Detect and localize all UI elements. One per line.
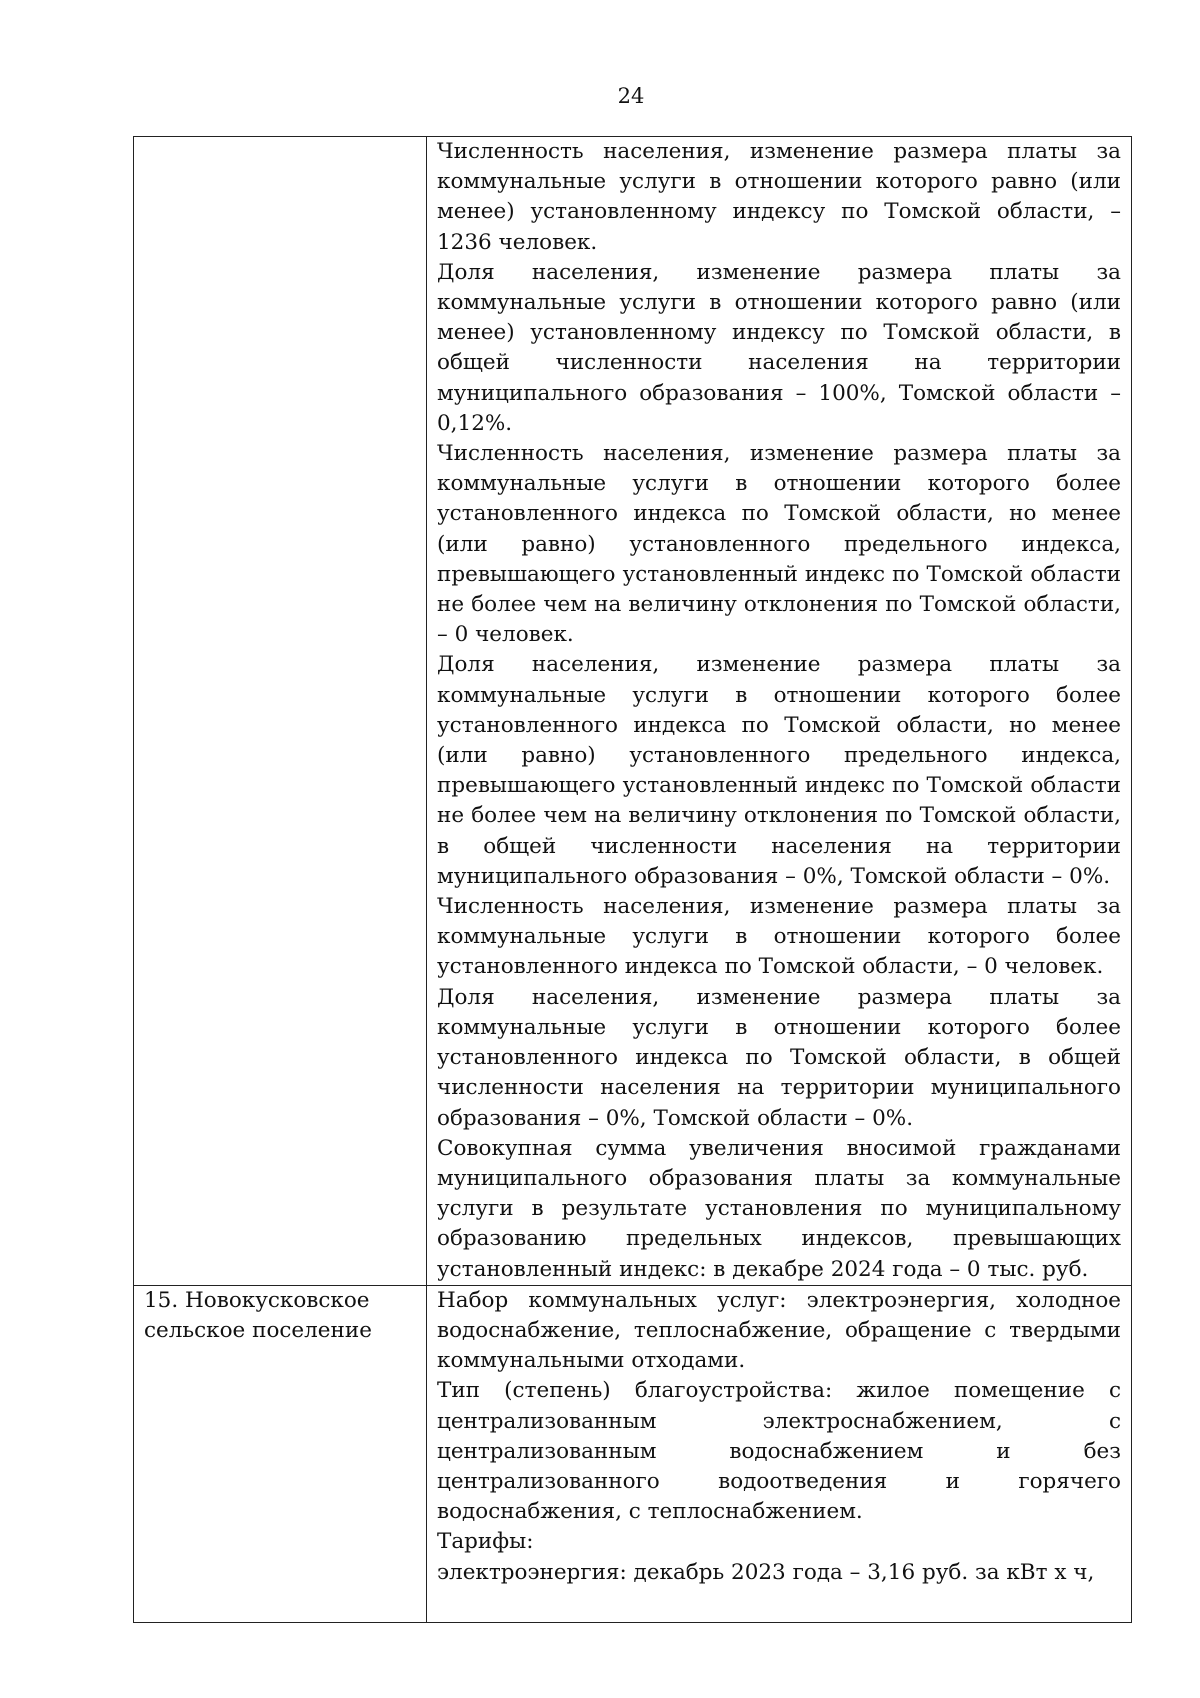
- table-row: [134, 137, 1132, 1286]
- paragraph: Совокупная сумма увеличения вносимой гражданами муниципального образования платы за коммунальные услуги в результате установления по муниципальному образованию предельных индексов, превышающих установленный индекс: в декабре 2024 года – 0 тыс. руб.: [437, 1135, 1121, 1282]
- paragraph: Численность населения, изменение размера платы за коммунальные услуги в отношении которого более установленного индекса по Томской области, – 0 человек.: [437, 894, 1121, 980]
- municipality-cell: [134, 137, 427, 1286]
- paragraph: Тарифы:: [437, 1529, 534, 1555]
- table-row: [134, 1285, 1132, 1622]
- paragraph: Доля населения, изменение размера платы за коммунальные услуги в отношении которого равно (или менее) установленному индексу по Томской области, в общей численности населения на территории муниципального образования – 100%, Томской области – 0,12%.: [437, 259, 1121, 436]
- description-cell: [427, 137, 1132, 1286]
- paragraph: Доля населения, изменение размера платы за коммунальные услуги в отношении которого более установленного индекса по Томской области, в общей численности населения на территории муниципального образования – 0%, Томской области – 0%.: [437, 984, 1121, 1131]
- municipality-name: 15. Новокусковское сельское поселение: [144, 1287, 372, 1343]
- paragraph: Численность населения, изменение размера платы за коммунальные услуги в отношении которого равно (или менее) установленному индексу по Томской области, – 1236 человек.: [437, 139, 1121, 255]
- page-number: 24: [617, 84, 645, 108]
- description-cell: [427, 1285, 1132, 1622]
- paragraph: электроэнергия: декабрь 2023 года – 3,16 руб. за кВт х ч,: [437, 1559, 1095, 1585]
- paragraph: Численность населения, изменение размера платы за коммунальные услуги в отношении которого более установленного индекса по Томской области, но менее (или равно) установленного предельного индекса, превышающего установленный индекс по Томской области не более чем на величину отклонения по Томской области, – 0 человек.: [437, 441, 1121, 648]
- paragraph: Набор коммунальных услуг: электроэнергия, холодное водоснабжение, теплоснабжение, обращение с твердыми коммунальными отходами.: [437, 1287, 1121, 1374]
- paragraph: Тип (степень) благоустройства: жилое помещение с централизованным электроснабжением, с централизованным водоснабжением и без централизованного водоотведения и горячего водоснабжения, с теплоснабжением.: [437, 1378, 1121, 1525]
- paragraph: Доля населения, изменение размера платы за коммунальные услуги в отношении которого более установленного индекса по Томской области, но менее (или равно) установленного предельного индекса, превышающего установленный индекс по Томской области не более чем на величину отклонения по Томской области, в общей численности населения на территории муниципального образования – 0%, Томской области – 0%.: [437, 652, 1121, 889]
- municipality-cell: [134, 1285, 427, 1622]
- document-table: [133, 136, 1132, 1623]
